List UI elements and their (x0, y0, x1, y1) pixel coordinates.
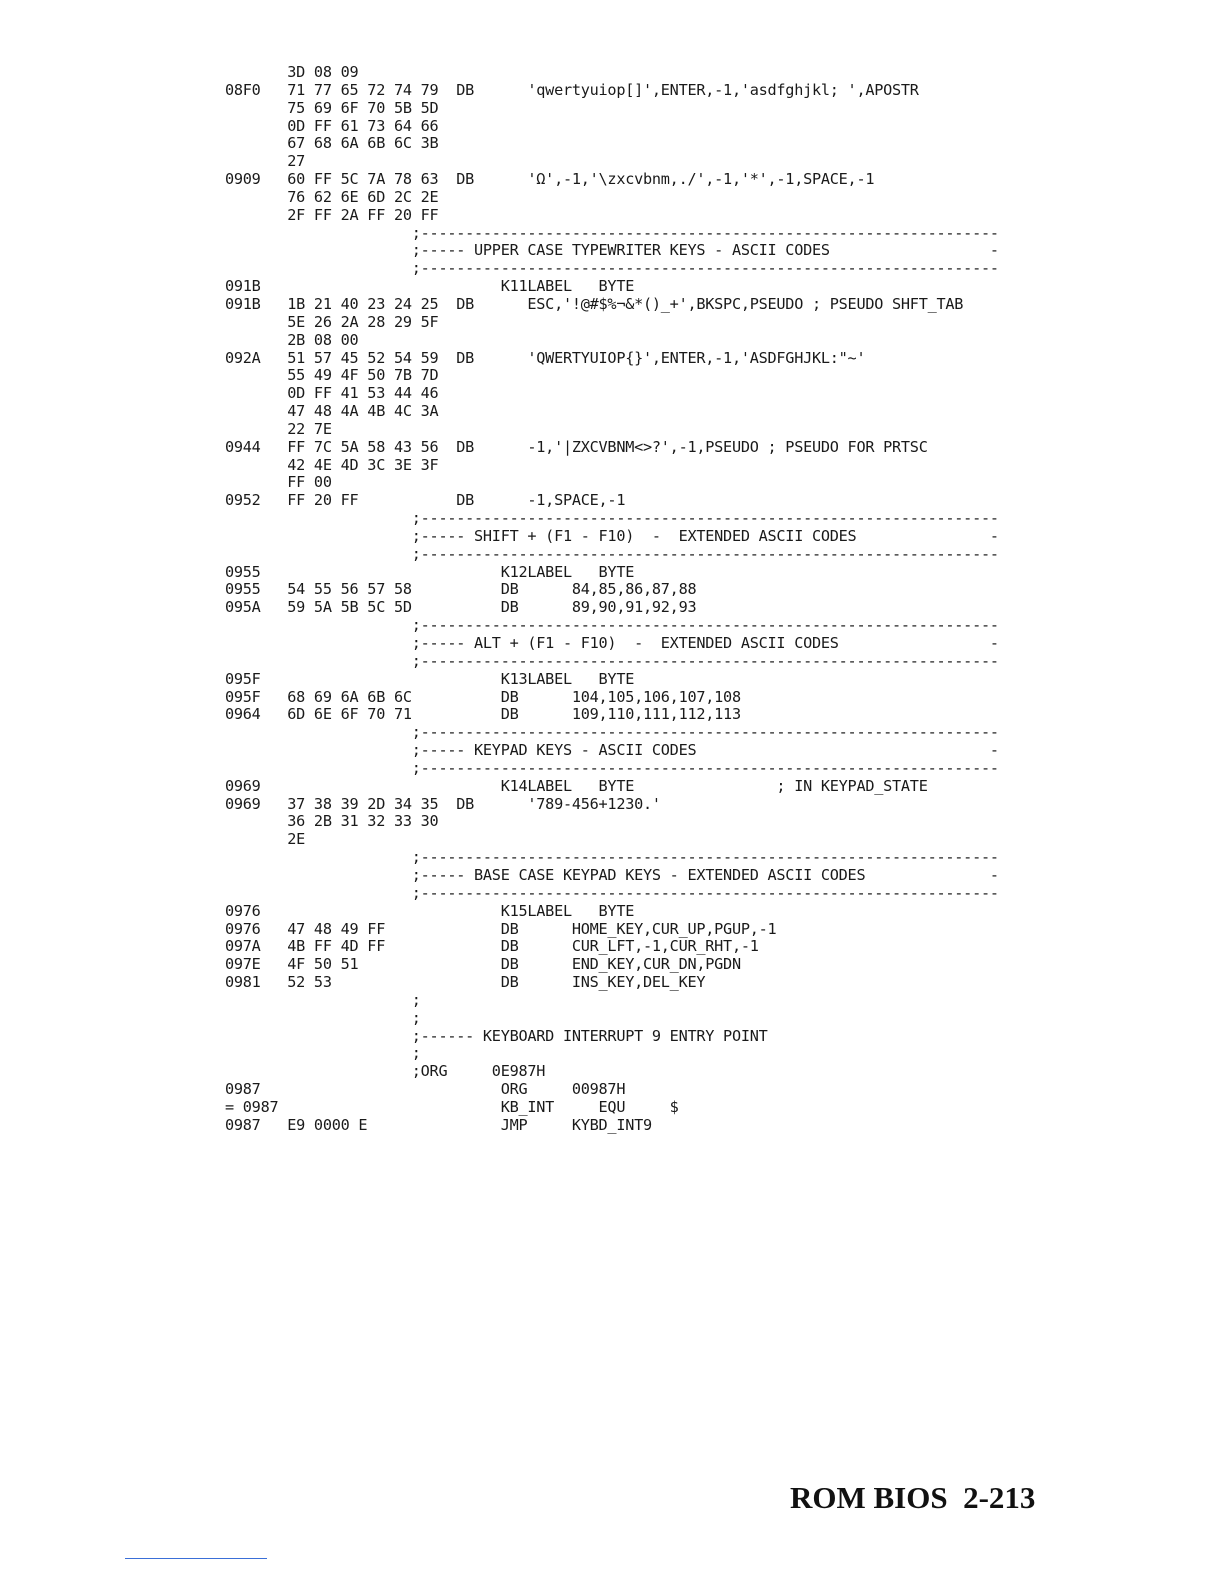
listing-line: 08F0 71 77 65 72 74 79 DB 'qwertyuiop[]',ENTER,-1,'asdfghjkl; ',APOSTR (225, 80, 919, 99)
listing-line: 095F 68 69 6A 6B 6C DB 104,105,106,107,108 (225, 687, 741, 706)
footer-rule (125, 1558, 267, 1559)
listing-line: ;----------------------------------------------------------------- (225, 883, 999, 902)
listing-line: 0981 52 53 DB INS_KEY,DEL_KEY (225, 973, 706, 992)
listing-line: = 0987 KB_INT EQU $ (225, 1097, 679, 1116)
listing-line: ;----------------------------------------------------------------- (225, 616, 999, 635)
listing-line: 42 4E 4D 3C 3E 3F (225, 455, 439, 474)
listing-line: 095A 59 5A 5B 5C 5D DB 89,90,91,92,93 (225, 598, 697, 617)
listing-line: 75 69 6F 70 5B 5D (225, 98, 439, 117)
listing-line: 0952 FF 20 FF DB -1,SPACE,-1 (225, 491, 626, 510)
listing-line: 0969 37 38 39 2D 34 35 DB '789-456+1230.' (225, 794, 661, 813)
listing-line: 0987 ORG 00987H (225, 1080, 626, 1099)
listing-line: 76 62 6E 6D 2C 2E (225, 187, 439, 206)
listing-line: 3D 08 09 (225, 63, 359, 81)
listing-line: 0976 K15LABEL BYTE (225, 901, 635, 920)
listing-line: 0955 54 55 56 57 58 DB 84,85,86,87,88 (225, 580, 697, 599)
listing-line: ;----------------------------------------------------------------- (225, 651, 999, 670)
listing-line: ;----------------------------------------------------------------- (225, 544, 999, 563)
listing-line: ;----- UPPER CASE TYPEWRITER KEYS - ASCII CODES - (225, 241, 999, 260)
listing-line: 0976 47 48 49 FF DB HOME_KEY,CUR_UP,PGUP,-1 (225, 919, 777, 938)
listing-line: 097E 4F 50 51 DB END_KEY,CUR_DN,PGDN (225, 955, 741, 974)
listing-line: ; (225, 990, 421, 1009)
assembly-listing (225, 64, 999, 1135)
listing-line: ;----- ALT + (F1 - F10) - EXTENDED ASCII CODES - (225, 634, 999, 652)
listing-line: 097A 4B FF 4D FF DB CUR_LFT,-1,CUR_RHT,-1 (225, 937, 759, 956)
listing-line: 0964 6D 6E 6F 70 71 DB 109,110,111,112,113 (225, 705, 741, 724)
listing-line: ;----------------------------------------------------------------- (225, 509, 999, 528)
listing-line: ;----------------------------------------------------------------- (225, 723, 999, 742)
listing-line: 47 48 4A 4B 4C 3A (225, 402, 439, 421)
listing-line: 55 49 4F 50 7B 7D (225, 366, 439, 385)
listing-line: ;----------------------------------------------------------------- (225, 758, 999, 777)
listing-line: 0969 K14LABEL BYTE ; IN KEYPAD_STATE (225, 776, 928, 795)
page-footer: ROM BIOS 2-213 (790, 1480, 1036, 1515)
listing-line: ; (225, 1044, 421, 1063)
listing-line: ; (225, 1008, 421, 1027)
listing-line: 2B 08 00 (225, 330, 359, 349)
listing-line: ;----------------------------------------------------------------- (225, 223, 999, 242)
listing-line: 0944 FF 7C 5A 58 43 56 DB -1,'|ZXCVBNM<>?',-1,PSEUDO ; PSEUDO FOR PRTSC (225, 437, 928, 456)
listing-line: 27 (225, 152, 306, 171)
listing-line: 091B K11LABEL BYTE (225, 277, 635, 296)
listing-line: 092A 51 57 45 52 54 59 DB 'QWERTYUIOP{}',ENTER,-1,'ASDFGHJKL:"~' (225, 348, 866, 367)
listing-line: 0955 K12LABEL BYTE (225, 562, 635, 581)
listing-line: 0987 E9 0000 E JMP KYBD_INT9 (225, 1115, 652, 1134)
listing-line: 5E 26 2A 28 29 5F (225, 312, 439, 331)
listing-line: ;ORG 0E987H (225, 1062, 546, 1081)
listing-line: 091B 1B 21 40 23 24 25 DB ESC,'!@#$%¬&*()_+',BKSPC,PSEUDO ; PSEUDO SHFT_TAB (225, 294, 964, 313)
listing-line: ;----------------------------------------------------------------- (225, 259, 999, 278)
listing-line: ;----- KEYPAD KEYS - ASCII CODES - (225, 741, 999, 760)
listing-line: 0D FF 61 73 64 66 (225, 116, 439, 135)
listing-line: 0909 60 FF 5C 7A 78 63 DB 'Ω',-1,'\zxcvbnm,./',-1,'*',-1,SPACE,-1 (225, 170, 875, 189)
listing-line: ;----------------------------------------------------------------- (225, 848, 999, 867)
listing-line: 2E (225, 830, 306, 849)
listing-line: FF 00 (225, 473, 332, 492)
listing-line: ;----- SHIFT + (F1 - F10) - EXTENDED ASCII CODES - (225, 526, 999, 545)
listing-line: 2F FF 2A FF 20 FF (225, 205, 439, 224)
listing-line: 67 68 6A 6B 6C 3B (225, 134, 439, 153)
listing-line: 22 7E (225, 419, 332, 438)
listing-line: 36 2B 31 32 33 30 (225, 812, 439, 831)
listing-line: 095F K13LABEL BYTE (225, 669, 635, 688)
listing-line: 0D FF 41 53 44 46 (225, 384, 439, 403)
listing-line: ;----- BASE CASE KEYPAD KEYS - EXTENDED ASCII CODES - (225, 865, 999, 884)
listing-line: ;------ KEYBOARD INTERRUPT 9 ENTRY POINT (225, 1026, 768, 1045)
